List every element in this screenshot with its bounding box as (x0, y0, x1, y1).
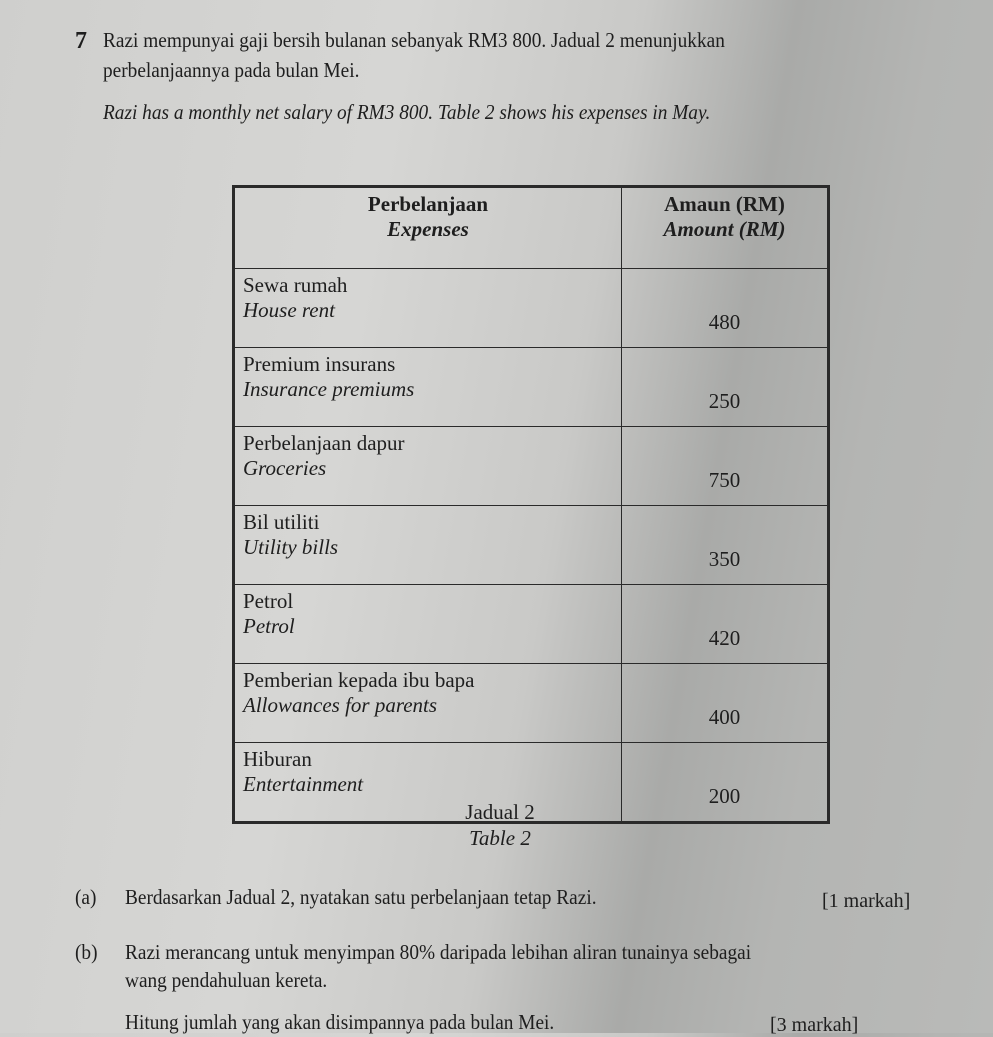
expense-ms: Petrol (243, 589, 294, 613)
expense-ms: Perbelanjaan dapur (243, 431, 405, 455)
part-a-label: (a) (75, 885, 97, 909)
amount-cell: 350 (622, 506, 829, 585)
amount-cell: 750 (622, 427, 829, 506)
table-row (234, 664, 829, 743)
table-row (234, 585, 829, 664)
part-b-text-line1: Razi merancang untuk menyimpan 80% daripada lebihan aliran tunainya sebagai (125, 940, 752, 964)
expense-en: Insurance premiums (243, 377, 415, 401)
header-amount-en: Amount (RM) (663, 217, 786, 241)
expense-ms: Pemberian kepada ibu bapa (243, 668, 475, 692)
intro-malay-line1: Razi mempunyai gaji bersih bulanan sebanyak RM3 800. Jadual 2 menunjukkan (103, 28, 725, 52)
header-expenses-ms: Perbelanjaan (367, 192, 489, 216)
expense-ms: Premium insurans (243, 352, 396, 376)
part-b-instruction: Hitung jumlah yang akan disimpannya pada bulan Mei. (125, 1010, 555, 1034)
expense-ms: Sewa rumah (243, 273, 348, 297)
table-row (234, 427, 829, 506)
table-row (234, 269, 829, 348)
part-b-text-line2: wang pendahuluan kereta. (125, 968, 328, 992)
question-number: 7 (75, 28, 87, 54)
part-b-label: (b) (75, 940, 98, 964)
table-caption-ms: Jadual 2 (465, 800, 535, 824)
expense-cell (234, 348, 622, 427)
expense-cell (234, 585, 622, 664)
intro-malay-line2: perbelanjaannya pada bulan Mei. (103, 58, 360, 82)
table-header-row (234, 187, 829, 269)
expense-en: Petrol (243, 614, 295, 638)
expense-cell (234, 664, 622, 743)
amount-cell: 420 (622, 585, 829, 664)
expense-en: House rent (243, 298, 335, 322)
expense-cell (234, 427, 622, 506)
amount-cell: 480 (622, 269, 829, 348)
expense-cell (234, 506, 622, 585)
expenses-table (232, 185, 830, 824)
intro-english: Razi has a monthly net salary of RM3 800. Table 2 shows his expenses in May. (103, 100, 711, 124)
amount-cell: 200 (622, 743, 829, 823)
table-row (234, 348, 829, 427)
expense-en: Groceries (243, 456, 327, 480)
part-a-text: Berdasarkan Jadual 2, nyatakan satu perbelanjaan tetap Razi. (125, 885, 597, 909)
expense-en: Utility bills (243, 535, 339, 559)
part-a-marks: [1 markah] (822, 890, 911, 912)
header-expenses (234, 187, 622, 269)
table-row (234, 506, 829, 585)
part-b-marks: [3 markah] (770, 1014, 859, 1036)
header-amount (622, 187, 829, 269)
header-amount-ms: Amaun (RM) (664, 192, 785, 216)
amount-cell: 250 (622, 348, 829, 427)
expense-cell (234, 269, 622, 348)
expense-en: Allowances for parents (243, 693, 438, 717)
expense-ms: Hiburan (243, 747, 312, 771)
expense-en: Entertainment (243, 772, 364, 796)
expense-ms: Bil utiliti (243, 510, 320, 534)
table-caption-en: Table 2 (469, 826, 531, 850)
amount-cell: 400 (622, 664, 829, 743)
header-expenses-en: Expenses (387, 217, 469, 241)
